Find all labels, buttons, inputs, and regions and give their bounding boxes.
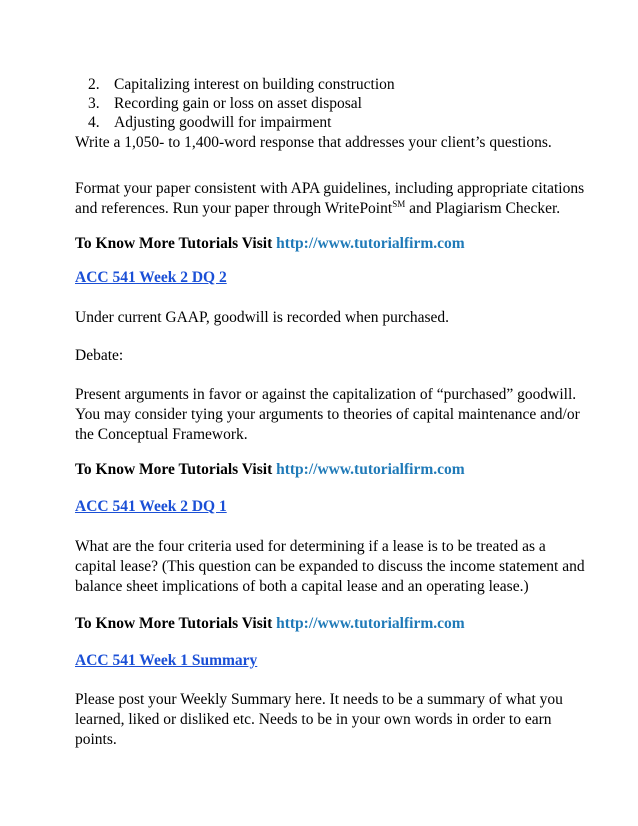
dq1-heading-link[interactable]: ACC 541 Week 2 DQ 1: [75, 498, 227, 515]
format-paragraph: [75, 179, 585, 219]
summary-paragraph: Please post your Weekly Summary here. It needs to be a summary of what you learned, liked or disliked etc. Needs to be in your own words in order to earn points.: [75, 691, 563, 748]
list-item-text: Adjusting goodwill for impairment: [114, 114, 332, 131]
dq2-debate-label: Debate:: [75, 347, 124, 364]
dq1-question: What are the four criteria used for determining if a lease is to be treated as a capital lease? (This question can be expanded to discuss the income statement and balance sheet implications of both a capital lease and an operating lease.): [75, 538, 585, 595]
tutorial-link[interactable]: http://www.tutorialfirm.com: [276, 461, 465, 478]
summary-heading-link[interactable]: ACC 541 Week 1 Summary: [75, 652, 258, 669]
dq2-statement: Under current GAAP, goodwill is recorded when purchased.: [75, 309, 450, 326]
tutorial-link[interactable]: http://www.tutorialfirm.com: [276, 235, 465, 252]
visit-line: [75, 460, 575, 480]
visit-line: [75, 614, 575, 634]
list-item: 4. Adjusting goodwill for impairment: [88, 114, 332, 131]
visit-label: To Know More Tutorials Visit: [75, 461, 277, 478]
visit-label: To Know More Tutorials Visit: [75, 615, 277, 632]
format-line-1: Format your paper consistent with APA guidelines, including appropriate citations: [75, 180, 585, 197]
section-heading: [75, 268, 575, 288]
visit-label: To Know More Tutorials Visit: [75, 235, 277, 252]
list-item: 2. Capitalizing interest on building construction: [88, 76, 395, 93]
list-item-text: Recording gain or loss on asset disposal: [114, 95, 362, 112]
section-heading: [75, 497, 575, 517]
section-heading: [75, 651, 575, 671]
list-item: 3. Recording gain or loss on asset disposal: [88, 95, 362, 112]
visit-line: [75, 234, 575, 254]
format-line-2: and references. Run your paper through WritePoint℠ and Plagiarism Checker.: [75, 198, 561, 217]
write-instruction: Write a 1,050- to 1,400-word response that addresses your client’s questions.: [75, 134, 552, 151]
service-mark: SM: [392, 198, 406, 209]
numbered-list: [82, 75, 395, 132]
dq2-prompt: Present arguments in favor or against the capitalization of “purchased” goodwill. You may consider tying your arguments to theories of capital maintenance and/or the Conceptual Framework.: [75, 386, 580, 443]
dq2-heading-link[interactable]: ACC 541 Week 2 DQ 2: [75, 269, 227, 286]
list-item-text: Capitalizing interest on building construction: [114, 76, 395, 93]
tutorial-link[interactable]: http://www.tutorialfirm.com: [276, 615, 465, 632]
